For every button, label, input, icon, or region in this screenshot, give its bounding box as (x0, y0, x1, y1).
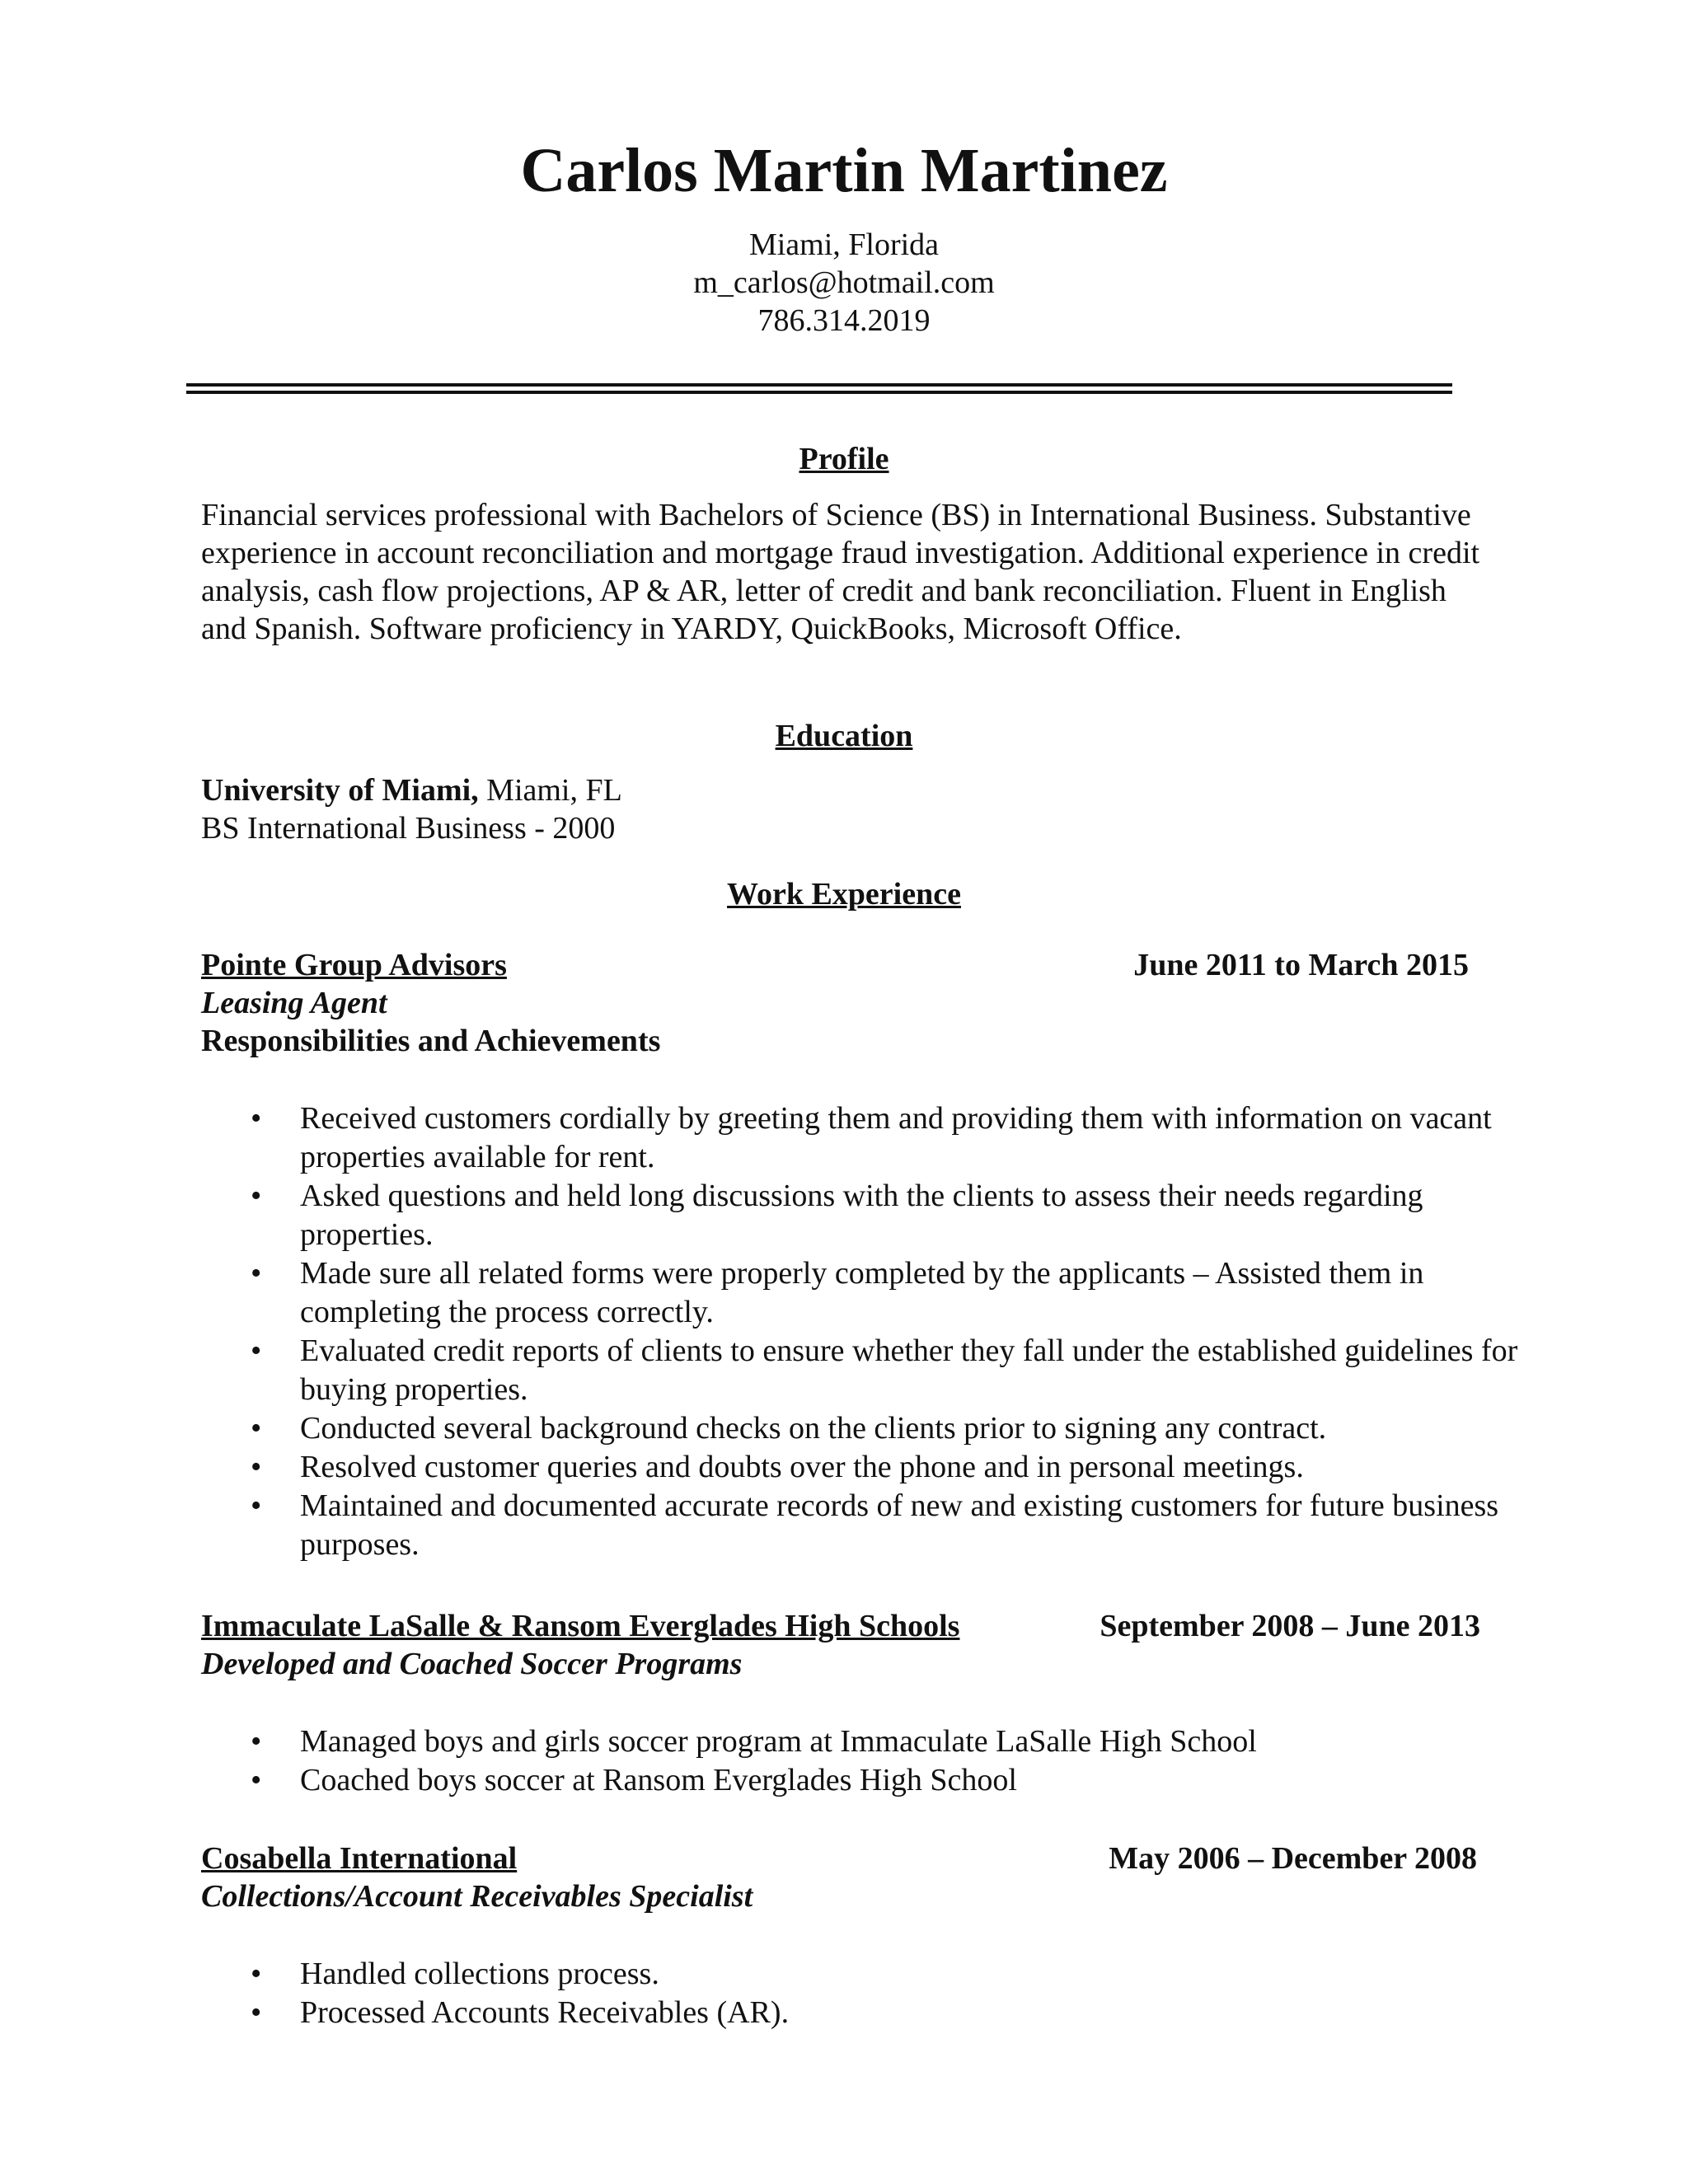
bullet-icon: • (251, 1333, 262, 1368)
bullet-icon: • (251, 1995, 262, 2030)
job-bullets (201, 1722, 1520, 1800)
job-bullets (201, 1099, 1520, 1564)
job-title: Leasing Agent (201, 986, 387, 1020)
education-school-line (201, 771, 622, 809)
bullet-icon: • (251, 1411, 262, 1446)
job-title: Developed and Coached Soccer Programs (201, 1647, 743, 1681)
job-dates: May 2006 – December 2008 (1109, 1841, 1477, 1876)
job-bullets (201, 1955, 1520, 2032)
profile-heading: Profile (799, 442, 889, 476)
education-heading: Education (775, 719, 913, 753)
job-dates: June 2011 to March 2015 (1133, 948, 1469, 982)
contact-location: Miami, Florida (748, 227, 940, 262)
list-item: • Maintained and documented accurate records of new and existing customers for future business purposes. (251, 1488, 1499, 1562)
work-heading: Work Experience (727, 877, 961, 912)
bullet-icon: • (251, 1763, 262, 1797)
bullet-icon: • (251, 1101, 262, 1136)
job-employer: Cosabella International (201, 1841, 518, 1876)
bullet-icon: • (251, 1256, 262, 1291)
list-item: • Received customers cordially by greeting them and providing them with information on vacant properties available for rent. (251, 1101, 1492, 1174)
job-employer: Immaculate LaSalle & Ransom Everglades High Schools (201, 1609, 960, 1643)
candidate-name: Carlos Martin Martinez (520, 136, 1168, 205)
bullet-icon: • (251, 1724, 262, 1759)
job-title: Collections/Account Receivables Specialist (201, 1879, 753, 1914)
job-dates: September 2008 – June 2013 (1100, 1609, 1480, 1643)
list-item: • Resolved customer queries and doubts over the phone and in personal meetings. (201, 1448, 1520, 1487)
education-city: Miami, FL (478, 773, 622, 808)
job-employer: Pointe Group Advisors (201, 948, 507, 982)
education-degree: BS International Business - 2000 (201, 811, 616, 846)
bullet-icon: • (251, 1450, 262, 1484)
list-item: • Made sure all related forms were properly completed by the applicants – Assisted them in completing the process correctly. (251, 1256, 1424, 1329)
list-item: • Managed boys and girls soccer program at Immaculate LaSalle High School (201, 1722, 1520, 1761)
list-item: • Asked questions and held long discussions with the clients to assess their needs regarding properties. (251, 1179, 1423, 1252)
list-item: • Coached boys soccer at Ransom Everglades High School (201, 1761, 1520, 1800)
contact-email: m_carlos@hotmail.com (693, 265, 995, 300)
bullet-icon: • (251, 1488, 262, 1523)
profile-text: Financial services professional with Bachelors of Science (BS) in International Business. Substantive experience in account reconciliation and mortgage fraud investigation. Additional experience in credit analysis, cash flow projections, AP & AR, letter of credit and bank reconciliation. Fluent in English and Spanish. Software proficiency in YARDY, QuickBooks, Microsoft Office. (201, 498, 1480, 646)
list-item: • Evaluated credit reports of clients to ensure whether they fall under the established guidelines for buying properties. (251, 1333, 1518, 1407)
list-item: • Processed Accounts Receivables (AR). (201, 1994, 1520, 2032)
bullet-icon: • (251, 1179, 262, 1213)
education-school: University of Miami, (201, 773, 479, 808)
job-subheading: Responsibilities and Achievements (201, 1024, 661, 1058)
bullet-icon: • (251, 1957, 262, 1991)
list-item: • Handled collections process. (201, 1955, 1520, 1994)
header-divider (186, 383, 1452, 394)
contact-phone: 786.314.2019 (757, 303, 931, 338)
list-item: • Conducted several background checks on the clients prior to signing any contract. (201, 1409, 1520, 1448)
